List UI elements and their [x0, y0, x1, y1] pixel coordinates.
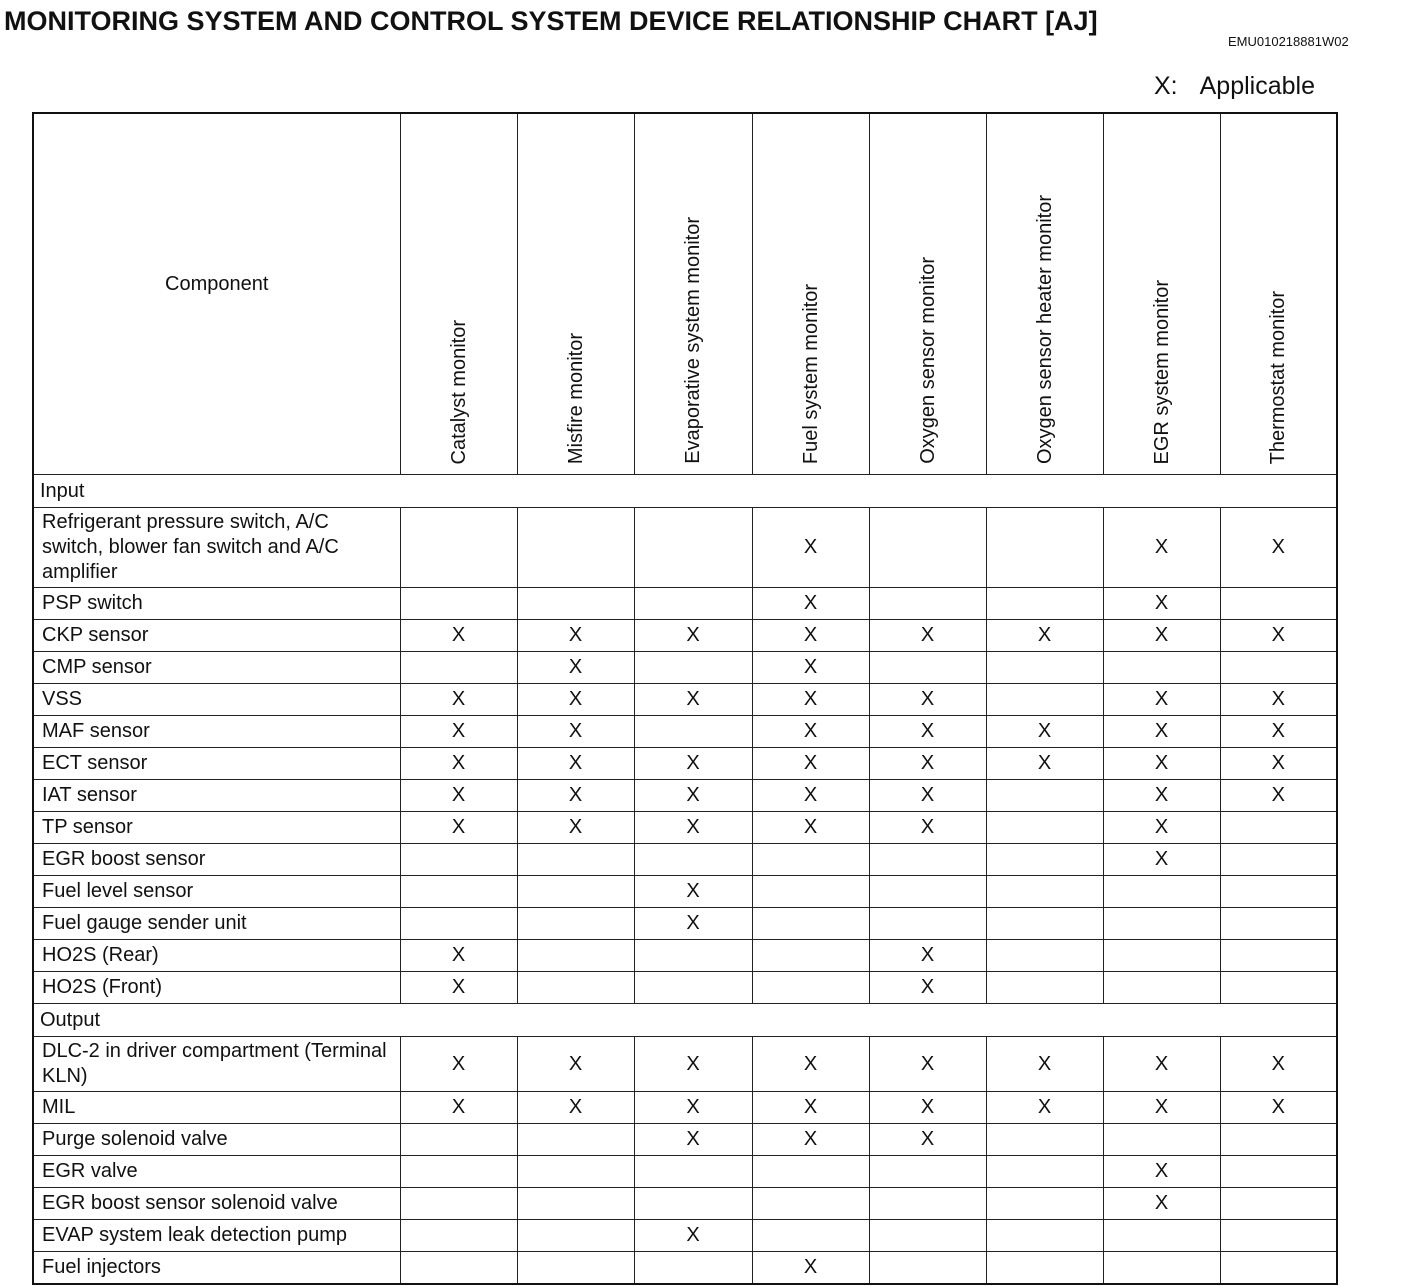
applicable-mark: X — [752, 684, 869, 716]
table-row — [33, 1188, 1337, 1220]
applicable-mark: X — [634, 780, 752, 812]
applicable-mark: X — [1103, 588, 1220, 620]
applicable-mark: X — [752, 812, 869, 844]
applicable-mark: X — [517, 780, 634, 812]
empty-cell — [869, 1220, 986, 1252]
empty-cell — [986, 684, 1103, 716]
legend-text: Applicable — [1199, 72, 1315, 100]
empty-cell — [1220, 1252, 1337, 1285]
empty-cell — [1220, 908, 1337, 940]
empty-cell — [1220, 588, 1337, 620]
empty-cell — [517, 508, 634, 588]
table-row — [33, 588, 1337, 620]
table-row — [33, 844, 1337, 876]
applicable-mark: X — [752, 652, 869, 684]
empty-cell — [634, 1252, 752, 1285]
monitor-header-misfire — [517, 113, 634, 475]
empty-cell — [634, 1188, 752, 1220]
component-cell: EVAP system leak detection pump — [33, 1220, 400, 1252]
relationship-table — [32, 112, 1338, 1285]
empty-cell — [986, 780, 1103, 812]
applicable-mark: X — [517, 748, 634, 780]
empty-cell — [986, 1156, 1103, 1188]
empty-cell — [1220, 652, 1337, 684]
empty-cell — [400, 1124, 517, 1156]
empty-cell — [634, 844, 752, 876]
empty-cell — [752, 876, 869, 908]
empty-cell — [1103, 972, 1220, 1004]
empty-cell — [869, 1252, 986, 1285]
table-row — [33, 508, 1337, 588]
empty-cell — [869, 588, 986, 620]
empty-cell — [869, 1188, 986, 1220]
monitor-header-catalyst — [400, 113, 517, 475]
empty-cell — [400, 1188, 517, 1220]
applicable-mark: X — [1220, 620, 1337, 652]
page-title: MONITORING SYSTEM AND CONTROL SYSTEM DEVICE RELATIONSHIP CHART [AJ] — [4, 6, 1098, 36]
applicable-mark: X — [869, 716, 986, 748]
applicable-mark: X — [986, 748, 1103, 780]
empty-cell — [1220, 812, 1337, 844]
applicable-mark: X — [1103, 508, 1220, 588]
applicable-mark: X — [752, 780, 869, 812]
empty-cell — [986, 652, 1103, 684]
empty-cell — [517, 1220, 634, 1252]
table-row — [33, 780, 1337, 812]
applicable-mark: X — [1103, 1156, 1220, 1188]
empty-cell — [517, 588, 634, 620]
empty-cell — [1103, 908, 1220, 940]
table-row — [33, 876, 1337, 908]
empty-cell — [986, 508, 1103, 588]
component-cell: DLC-2 in driver compartment (Terminal KLN) — [33, 1037, 400, 1092]
table-body — [33, 475, 1337, 1285]
monitor-header-evaporative — [634, 113, 752, 475]
empty-cell — [869, 876, 986, 908]
applicable-mark: X — [1220, 748, 1337, 780]
applicable-mark: X — [1103, 684, 1220, 716]
applicable-mark: X — [400, 1037, 517, 1092]
table-row — [33, 1252, 1337, 1285]
applicable-mark: X — [400, 620, 517, 652]
empty-cell — [752, 908, 869, 940]
component-cell: VSS — [33, 684, 400, 716]
applicable-mark: X — [869, 972, 986, 1004]
empty-cell — [634, 1156, 752, 1188]
empty-cell — [869, 508, 986, 588]
component-cell: Fuel level sensor — [33, 876, 400, 908]
monitor-header-label: Evaporative system monitor — [682, 217, 704, 464]
empty-cell — [400, 908, 517, 940]
empty-cell — [517, 1156, 634, 1188]
empty-cell — [517, 1124, 634, 1156]
empty-cell — [869, 652, 986, 684]
empty-cell — [400, 1156, 517, 1188]
applicable-mark: X — [634, 876, 752, 908]
applicable-mark: X — [869, 748, 986, 780]
applicable-mark: X — [1220, 1092, 1337, 1124]
applicable-mark: X — [869, 620, 986, 652]
applicable-mark: X — [517, 716, 634, 748]
empty-cell — [517, 972, 634, 1004]
header-row — [33, 113, 1337, 475]
applicable-mark: X — [634, 1037, 752, 1092]
component-cell: EGR boost sensor solenoid valve — [33, 1188, 400, 1220]
section-row — [33, 475, 1337, 508]
table-row — [33, 1092, 1337, 1124]
empty-cell — [986, 972, 1103, 1004]
applicable-mark: X — [1220, 508, 1337, 588]
applicable-mark: X — [869, 940, 986, 972]
empty-cell — [1220, 1220, 1337, 1252]
component-cell: HO2S (Front) — [33, 972, 400, 1004]
applicable-mark: X — [752, 620, 869, 652]
applicable-mark: X — [517, 684, 634, 716]
applicable-mark: X — [986, 716, 1103, 748]
applicable-mark: X — [634, 812, 752, 844]
empty-cell — [752, 940, 869, 972]
empty-cell — [752, 1188, 869, 1220]
component-cell: Refrigerant pressure switch, A/C switch, blower fan switch and A/C amplifier — [33, 508, 400, 588]
applicable-mark: X — [986, 620, 1103, 652]
applicable-mark: X — [634, 620, 752, 652]
component-cell: MAF sensor — [33, 716, 400, 748]
applicable-mark: X — [634, 748, 752, 780]
monitor-header-label: Fuel system monitor — [799, 283, 822, 464]
empty-cell — [986, 588, 1103, 620]
empty-cell — [752, 844, 869, 876]
empty-cell — [634, 508, 752, 588]
applicable-mark: X — [400, 780, 517, 812]
empty-cell — [986, 940, 1103, 972]
monitor-header-thermostat — [1220, 113, 1337, 475]
empty-cell — [517, 1252, 634, 1285]
applicable-mark: X — [752, 1124, 869, 1156]
empty-cell — [1220, 1188, 1337, 1220]
applicable-mark: X — [400, 940, 517, 972]
applicable-mark: X — [869, 684, 986, 716]
legend-symbol: X: — [1154, 72, 1178, 100]
empty-cell — [1220, 844, 1337, 876]
empty-cell — [1220, 940, 1337, 972]
monitor-header-egr-system — [1103, 113, 1220, 475]
empty-cell — [400, 1220, 517, 1252]
empty-cell — [1103, 652, 1220, 684]
empty-cell — [1103, 940, 1220, 972]
applicable-mark: X — [634, 1124, 752, 1156]
table-row — [33, 1037, 1337, 1092]
component-cell: EGR valve — [33, 1156, 400, 1188]
applicable-mark: X — [400, 972, 517, 1004]
empty-cell — [986, 812, 1103, 844]
empty-cell — [634, 716, 752, 748]
empty-cell — [869, 1156, 986, 1188]
table-row — [33, 1220, 1337, 1252]
applicable-mark: X — [1103, 844, 1220, 876]
component-cell: CKP sensor — [33, 620, 400, 652]
monitor-header-label: Catalyst monitor — [447, 319, 470, 464]
table-row — [33, 1156, 1337, 1188]
empty-cell — [517, 908, 634, 940]
table-row — [33, 812, 1337, 844]
applicable-mark: X — [869, 812, 986, 844]
applicable-mark: X — [1103, 1188, 1220, 1220]
applicable-mark: X — [517, 1092, 634, 1124]
empty-cell — [634, 652, 752, 684]
monitor-header-oxygen-sensor-heater — [986, 113, 1103, 475]
component-cell: ECT sensor — [33, 748, 400, 780]
applicable-mark: X — [869, 1037, 986, 1092]
applicable-mark: X — [634, 684, 752, 716]
applicable-mark: X — [1220, 780, 1337, 812]
table-row — [33, 652, 1337, 684]
table-row — [33, 972, 1337, 1004]
table-row — [33, 748, 1337, 780]
applicable-mark: X — [1103, 812, 1220, 844]
component-cell: Fuel injectors — [33, 1252, 400, 1285]
empty-cell — [752, 1156, 869, 1188]
monitor-header-label: Oxygen sensor monitor — [916, 257, 939, 464]
empty-cell — [986, 908, 1103, 940]
applicable-mark: X — [1103, 748, 1220, 780]
applicable-mark: X — [752, 1092, 869, 1124]
monitor-header-label: Oxygen sensor heater monitor — [1033, 194, 1056, 464]
applicable-mark: X — [1103, 620, 1220, 652]
empty-cell — [400, 844, 517, 876]
applicable-mark: X — [517, 1037, 634, 1092]
table-row — [33, 1124, 1337, 1156]
applicable-mark: X — [517, 620, 634, 652]
applicable-mark: X — [1103, 780, 1220, 812]
applicable-mark: X — [400, 748, 517, 780]
applicable-mark: X — [752, 508, 869, 588]
empty-cell — [986, 1188, 1103, 1220]
empty-cell — [752, 972, 869, 1004]
applicable-mark: X — [1103, 716, 1220, 748]
section-header: Input — [33, 475, 1337, 508]
table-row — [33, 908, 1337, 940]
empty-cell — [1220, 1156, 1337, 1188]
table-row — [33, 684, 1337, 716]
component-cell: PSP switch — [33, 588, 400, 620]
empty-cell — [986, 844, 1103, 876]
applicable-mark: X — [986, 1037, 1103, 1092]
applicable-mark: X — [1220, 684, 1337, 716]
empty-cell — [517, 1188, 634, 1220]
applicable-mark: X — [634, 908, 752, 940]
empty-cell — [400, 588, 517, 620]
table-row — [33, 940, 1337, 972]
applicable-mark: X — [517, 812, 634, 844]
applicable-mark: X — [1103, 1092, 1220, 1124]
empty-cell — [400, 652, 517, 684]
empty-cell — [517, 940, 634, 972]
empty-cell — [517, 844, 634, 876]
component-cell: Fuel gauge sender unit — [33, 908, 400, 940]
applicable-mark: X — [1220, 1037, 1337, 1092]
empty-cell — [1220, 972, 1337, 1004]
monitor-header-label: Thermostat monitor — [1267, 290, 1290, 464]
applicable-mark: X — [400, 716, 517, 748]
applicable-mark: X — [634, 1092, 752, 1124]
empty-cell — [400, 508, 517, 588]
component-cell: IAT sensor — [33, 780, 400, 812]
monitor-header-fuel-system — [752, 113, 869, 475]
component-cell: CMP sensor — [33, 652, 400, 684]
applicable-mark: X — [400, 812, 517, 844]
applicable-mark: X — [752, 1252, 869, 1285]
empty-cell — [400, 876, 517, 908]
table-row — [33, 620, 1337, 652]
empty-cell — [869, 844, 986, 876]
component-column-header: Component — [33, 113, 400, 475]
empty-cell — [986, 1252, 1103, 1285]
monitor-header-label: Misfire monitor — [564, 332, 587, 464]
section-header: Output — [33, 1004, 1337, 1037]
empty-cell — [1103, 1220, 1220, 1252]
applicable-mark: X — [869, 1092, 986, 1124]
empty-cell — [634, 972, 752, 1004]
component-cell: HO2S (Rear) — [33, 940, 400, 972]
empty-cell — [1103, 1252, 1220, 1285]
monitor-header-oxygen-sensor — [869, 113, 986, 475]
empty-cell — [1103, 876, 1220, 908]
component-cell: MIL — [33, 1092, 400, 1124]
component-cell: Purge solenoid valve — [33, 1124, 400, 1156]
empty-cell — [517, 876, 634, 908]
applicable-mark: X — [752, 1037, 869, 1092]
empty-cell — [1220, 876, 1337, 908]
applicable-mark: X — [1220, 716, 1337, 748]
empty-cell — [986, 1220, 1103, 1252]
applicable-mark: X — [400, 684, 517, 716]
applicable-mark: X — [752, 588, 869, 620]
component-cell: EGR boost sensor — [33, 844, 400, 876]
empty-cell — [1103, 1124, 1220, 1156]
applicable-mark: X — [986, 1092, 1103, 1124]
section-row — [33, 1004, 1337, 1037]
empty-cell — [634, 940, 752, 972]
empty-cell — [869, 908, 986, 940]
legend — [1154, 72, 1315, 101]
document-code: EMU010218881W02 — [1228, 34, 1349, 49]
applicable-mark: X — [517, 652, 634, 684]
empty-cell — [634, 588, 752, 620]
applicable-mark: X — [400, 1092, 517, 1124]
table-row — [33, 716, 1337, 748]
empty-cell — [752, 1220, 869, 1252]
applicable-mark: X — [634, 1220, 752, 1252]
empty-cell — [400, 1252, 517, 1285]
applicable-mark: X — [869, 780, 986, 812]
empty-cell — [986, 876, 1103, 908]
applicable-mark: X — [1103, 1037, 1220, 1092]
applicable-mark: X — [869, 1124, 986, 1156]
component-cell: TP sensor — [33, 812, 400, 844]
applicable-mark: X — [752, 748, 869, 780]
applicable-mark: X — [752, 716, 869, 748]
monitor-header-label: EGR system monitor — [1150, 279, 1173, 464]
empty-cell — [986, 1124, 1103, 1156]
empty-cell — [1220, 1124, 1337, 1156]
